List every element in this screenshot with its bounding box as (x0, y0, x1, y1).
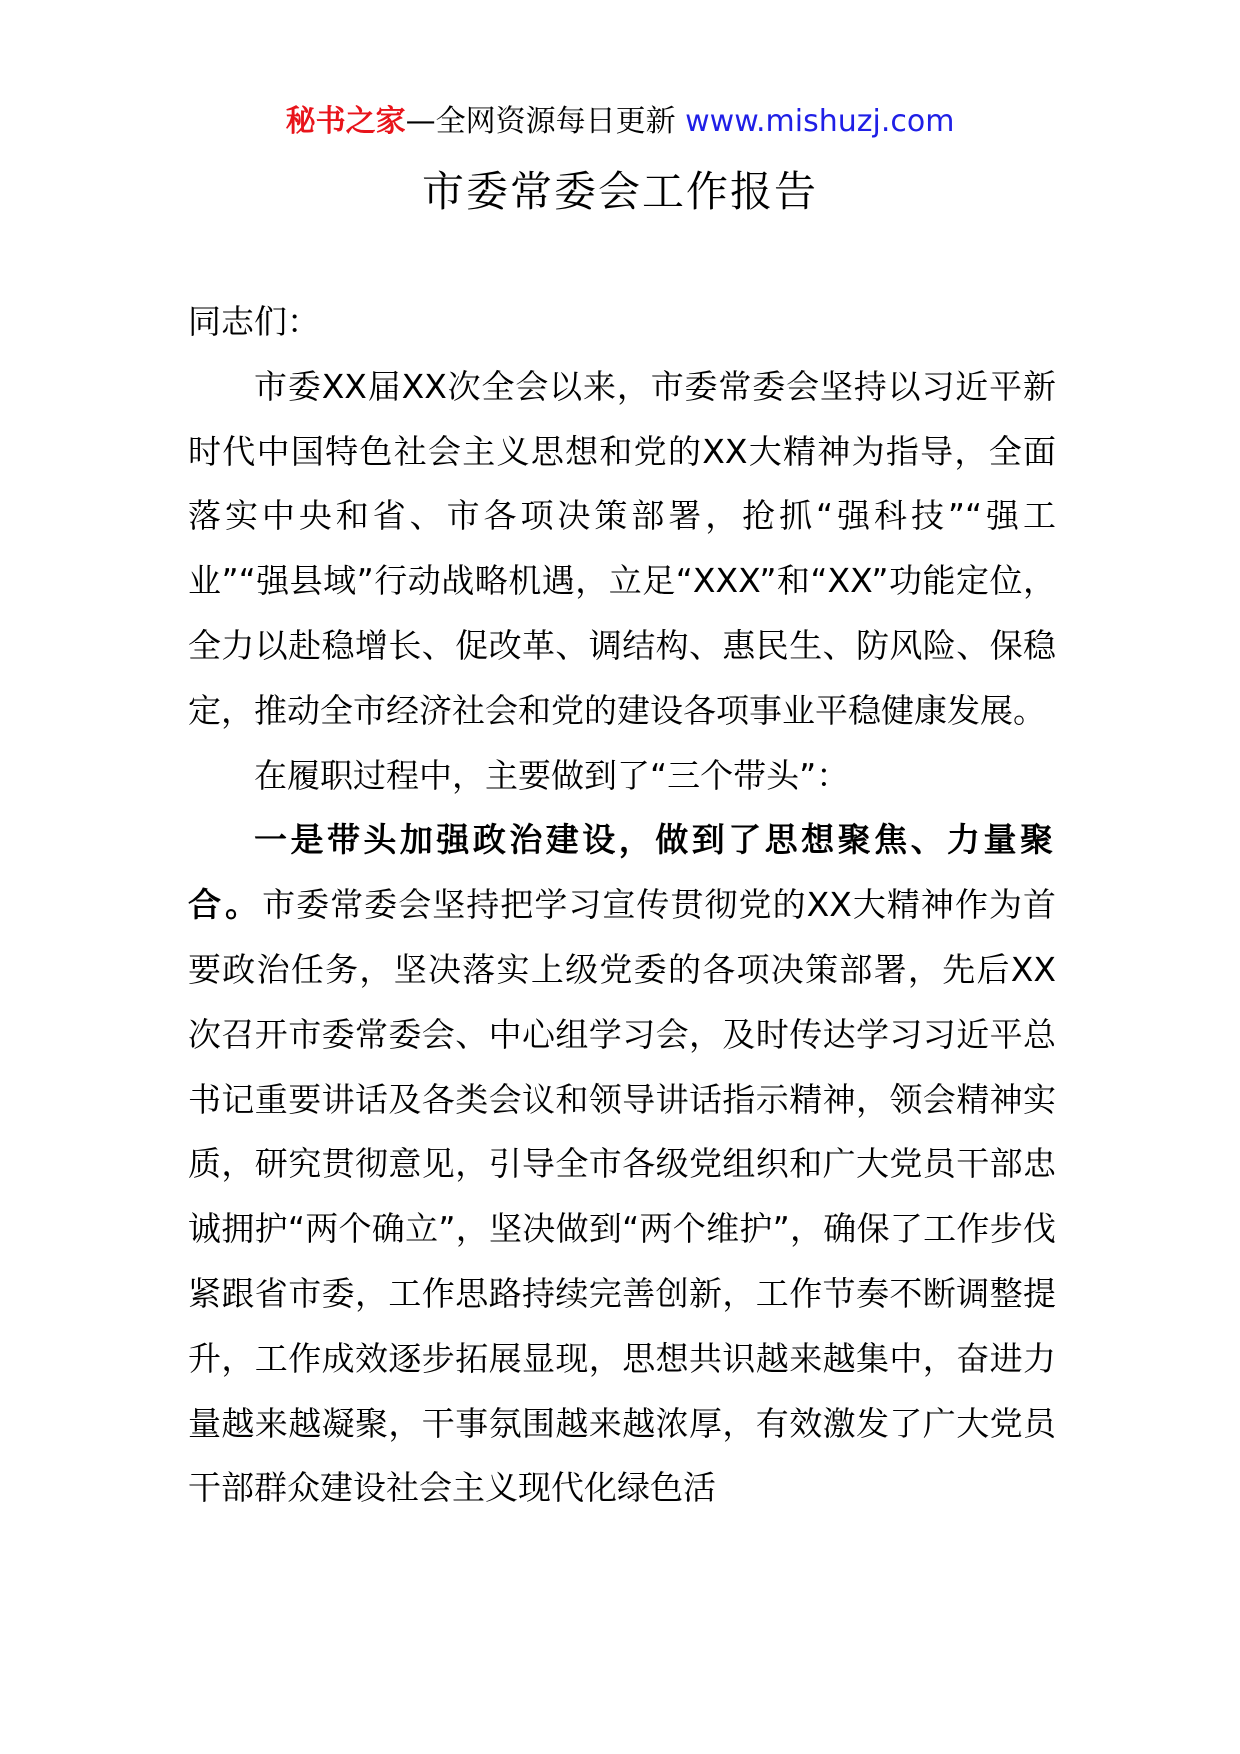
document-title: 市委常委会工作报告 (421, 167, 818, 216)
paragraph-political-building (188, 808, 1056, 1521)
brand-name: 秘书之家 (285, 104, 406, 139)
site-header (0, 100, 1240, 144)
paragraph-body-text: 市委常委会坚持把学习宣传贯彻党的XX大精神作为首要政治任务，坚决落实上级党委的各项决策部署，先后XX次召开市委常委会、中心组学习会，及时传达学习习近平总书记重要讲话及各类会议和领导讲话指示精神，领会精神实质，研究贯彻意见，引导全市各级党组织和广大党员干部忠诚拥护“两个确立”，坚决做到“两个维护”，确保了工作步伐紧跟省市委，工作思路持续完善创新，工作节奏不断调整提升，工作成效逐步拓展显现，思想共识越来越集中，奋进力量越来越凝聚，干事氛围越来越浓厚，有效激发了广大党员干部群众建设社会主义现代化绿色活 (188, 885, 1057, 1508)
paragraph-intro: 市委XX届XX次全会以来，市委常委会坚持以习近平新时代中国特色社会主义思想和党的XX大精神为指导，全面落实中央和省、市各项决策部署，抢抓“强科技”“强工业”“强县域”行动战略机遇，立足“XXX”和“XX”功能定位，全力以赴稳增长、促改革、调结构、惠民生、防风险、保稳定，推动全市经济社会和党的建设各项事业平稳健康发展。 (188, 366, 1056, 730)
salutation: 同志们： (188, 302, 320, 341)
document-body (188, 290, 1056, 1521)
site-link[interactable]: www.mishuzj.com (685, 104, 955, 139)
header-tagline: —全网资源每日更新 (405, 104, 686, 139)
paragraph-lead-heading: 一是带头加强政治建设，做到了思想聚焦、力量聚合。 (188, 820, 1056, 925)
paragraph-three-leads: 在履职过程中，主要做到了“三个带头”： (254, 755, 850, 795)
